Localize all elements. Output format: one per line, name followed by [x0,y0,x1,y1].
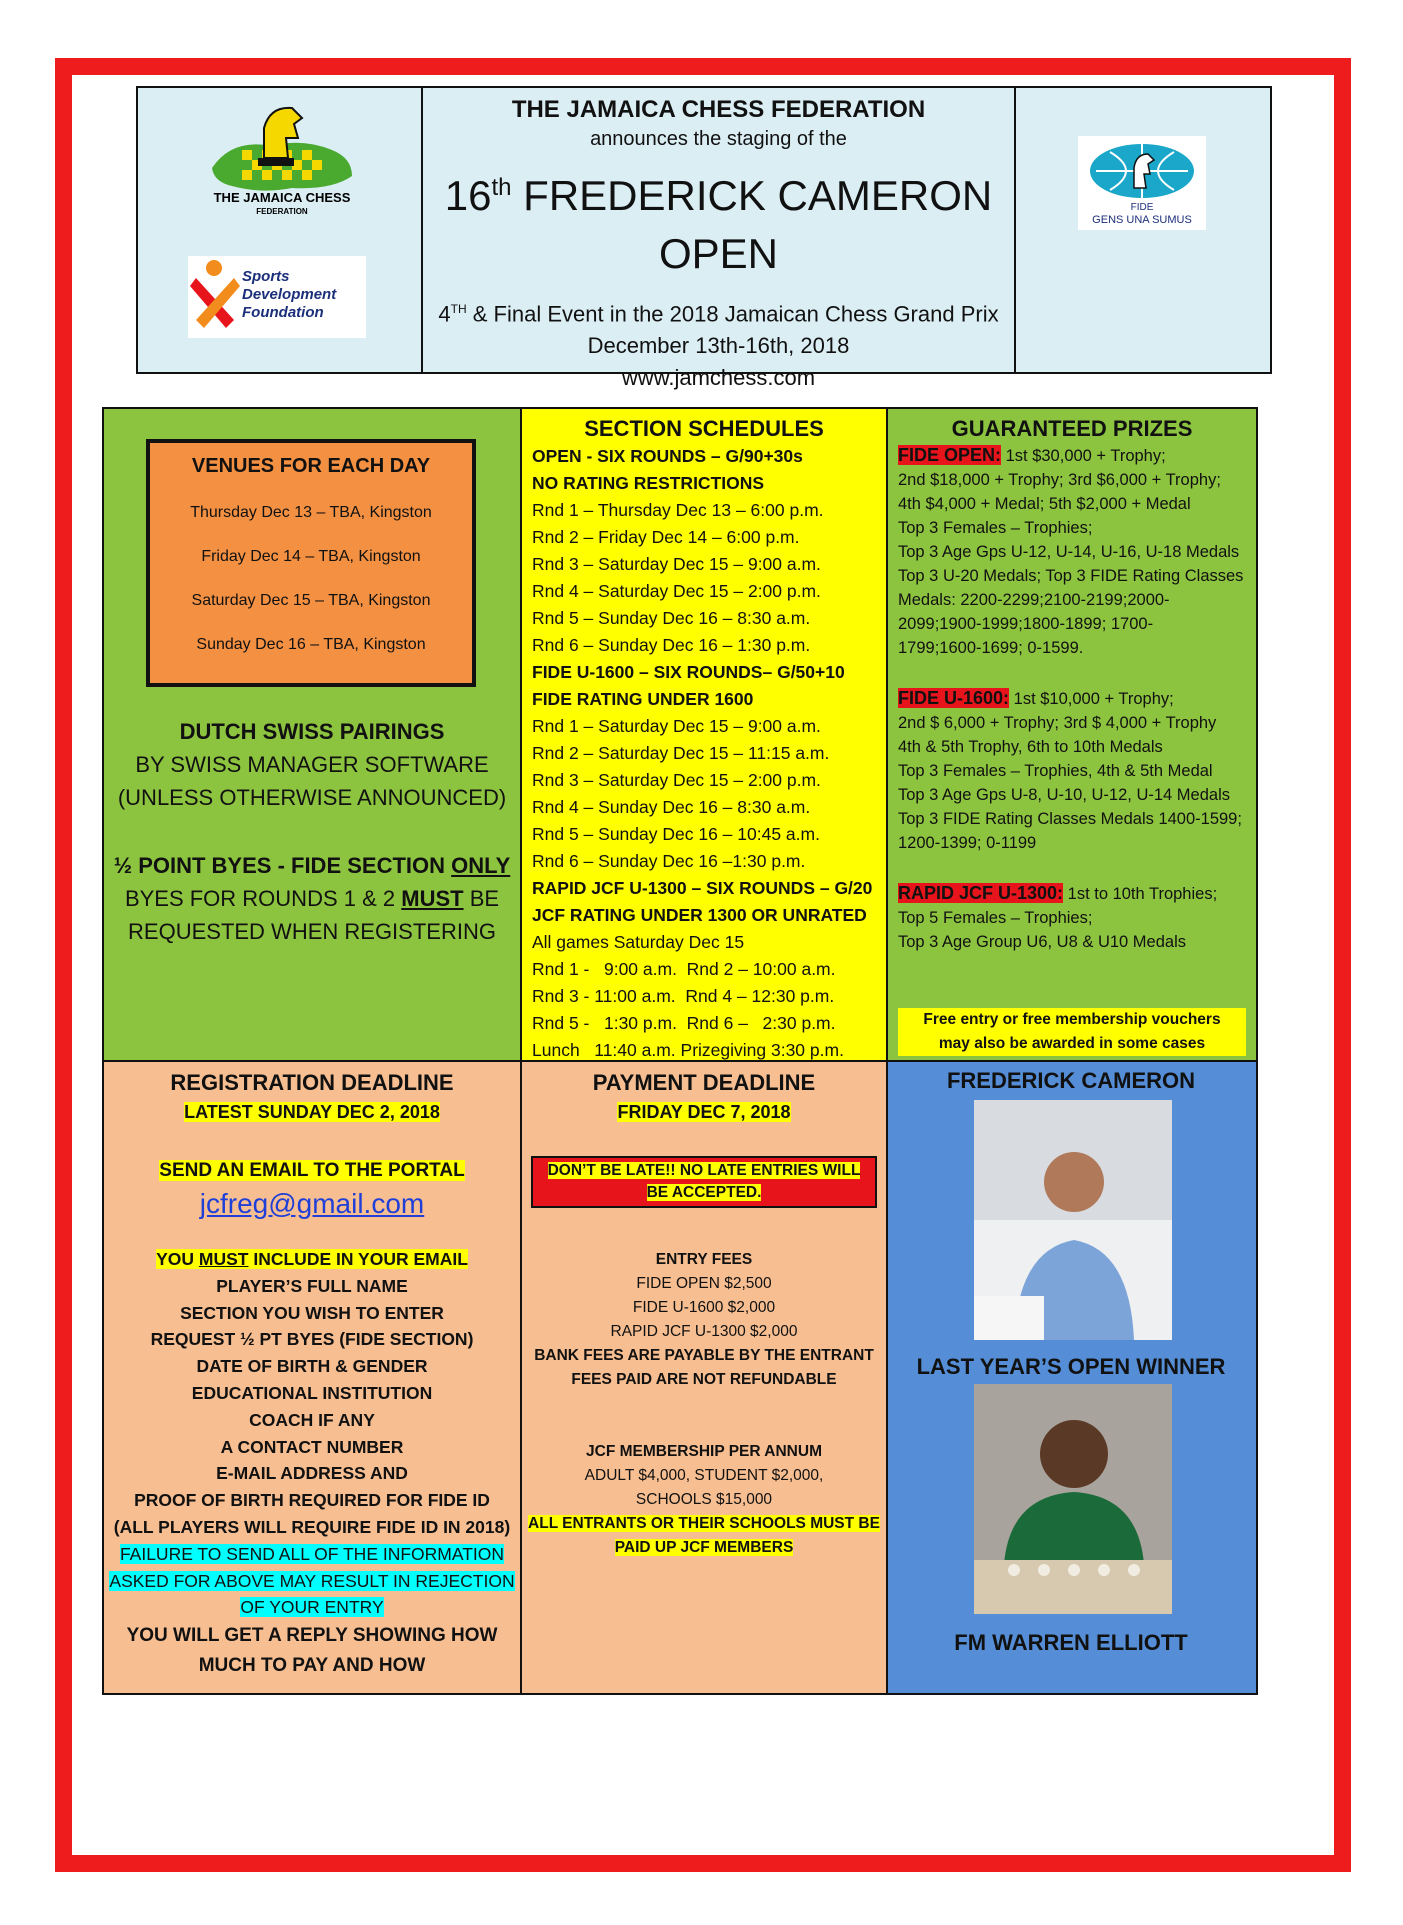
membership-title: JCF MEMBERSHIP PER ANNUM [586,1443,822,1460]
failure-warning: FAILURE TO SEND ALL OF THE INFORMATION ASKED FOR ABOVE MAY RESULT IN REJECTION OF YOUR ENTRY [109,1543,515,1618]
sdf-logo-line: Development [242,286,337,303]
prize-line: 2nd $18,000 + Trophy; 3rd $6,000 + Trophy; [898,471,1221,489]
required-items-list [104,1273,520,1541]
honoree-cell [888,1062,1256,1693]
byes-line: BYES FOR ROUNDS 1 & 2 MUST BE [124,886,500,911]
list-item: PROOF OF BIRTH REQUIRED FOR FIDE ID [134,1490,490,1511]
title-line-2: OPEN [658,230,779,277]
fide-globe-icon [1086,140,1198,202]
list-item: PLAYER’S FULL NAME [216,1275,408,1296]
fide-motto: GENS UNA SUMUS [1092,214,1192,226]
round-line: Rnd 3 – Saturday Dec 15 – 2:00 p.m. [532,770,821,790]
prize-line: 2nd $ 6,000 + Trophy; 3rd $ 4,000 + Trophy [898,714,1217,732]
list-item: DATE OF BIRTH & GENDER [196,1356,428,1377]
prize-line: Top 3 Females – Trophies, 4th & 5th Medal [898,762,1213,780]
round-line: Rnd 2 – Friday Dec 14 – 6:00 p.m. [532,527,800,547]
venues-cell [104,409,522,1062]
u1600-section-sub: FIDE RATING UNDER 1600 [532,689,754,709]
winner-photo [974,1384,1172,1614]
main-info-grid [102,407,1258,1695]
list-item: A CONTACT NUMBER [220,1436,404,1457]
schedule-title: SECTION SCHEDULES [584,416,824,441]
announce-line: announces the staging of the [590,128,847,150]
list-item: SECTION YOU WISH TO ENTER [180,1302,444,1323]
jcf-logo-text: THE JAMAICA CHESS [213,190,351,205]
pairing-info [104,715,520,814]
round-line: Rnd 3 – Saturday Dec 15 – 9:00 a.m. [532,554,821,574]
round-line: Rnd 4 – Sunday Dec 16 – 8:30 a.m. [532,797,811,817]
header-box [136,86,1272,391]
include-line: YOU MUST INCLUDE IN YOUR EMAIL [156,1249,468,1269]
prize-line: Top 3 U-20 Medals; Top 3 FIDE Rating Classes [898,567,1244,585]
prize-line: FIDE U-1600: 1st $10,000 + Trophy; [898,688,1174,708]
venue-day: Thursday Dec 13 – TBA, Kingston [190,504,432,521]
pairing-line: (UNLESS OTHERWISE ANNOUNCED) [117,785,507,810]
venues-title: VENUES FOR EACH DAY [191,455,431,477]
rapid-line: Rnd 3 - 11:00 a.m. Rnd 4 – 12:30 p.m. [532,986,835,1006]
round-line: Rnd 6 – Sunday Dec 16 – 1:30 p.m. [532,635,811,655]
byes-line: REQUESTED WHEN REGISTERING [128,919,496,944]
prize-line: Top 3 Age Group U6, U8 & U10 Medals [898,933,1186,951]
jcf-logo-subtext: FEDERATION [256,207,308,216]
round-line: Rnd 4 – Saturday Dec 15 – 2:00 p.m. [532,581,821,601]
prize-line: 4th & 5th Trophy, 6th to 10th Medals [898,738,1163,756]
winner-name: FM WARREN ELLIOTT [954,1630,1188,1655]
prize-line: Medals: 2200-2299;2100-2199;2000- [898,591,1170,609]
honoree-title: FREDERICK CAMERON [946,1068,1196,1093]
venues-box [146,439,476,687]
list-item: E-MAIL ADDRESS AND [216,1463,408,1484]
round-line: Rnd 1 – Saturday Dec 15 – 9:00 a.m. [532,716,821,736]
prize-line: 1200-1399; 0-1199 [898,834,1037,852]
event-title [423,159,1014,283]
byes-info [104,849,520,948]
honoree-photo [974,1100,1172,1340]
round-line: Rnd 6 – Sunday Dec 16 –1:30 p.m. [532,851,806,871]
list-item: EDUCATIONAL INSTITUTION [191,1382,433,1403]
fide-logo [1078,136,1206,230]
round-line: Rnd 5 – Sunday Dec 16 – 8:30 a.m. [532,608,811,628]
u1600-section-head: FIDE U-1600 – SIX ROUNDS– G/50+10 [532,662,845,682]
pairing-title: DUTCH SWISS PAIRINGS [179,719,445,744]
list-item: REQUEST ½ PT BYES (FIDE SECTION) [150,1329,474,1350]
sdf-logo [188,256,366,338]
rapid-section-head: RAPID JCF U-1300 – SIX ROUNDS – G/20 [532,878,873,898]
fide-open-label: FIDE OPEN: [898,445,1002,465]
send-email-line: SEND AN EMAIL TO THE PORTAL [159,1160,465,1181]
schedule-cell [522,409,888,1062]
round-line: Rnd 2 – Saturday Dec 15 – 11:15 a.m. [532,743,830,763]
fide-u1600-label: FIDE U-1600: [898,688,1010,708]
prize-line: 2099;1900-1999;1800-1899; 1700- [898,615,1154,633]
venue-day: Friday Dec 14 – TBA, Kingston [201,548,421,565]
jcf-logo [202,98,362,216]
prize-line: Top 5 Females – Trophies; [898,909,1093,927]
last-year-winner-label: LAST YEAR’S OPEN WINNER [916,1354,1226,1379]
fee-line: RAPID JCF U-1300 $2,000 [610,1323,798,1340]
refund-note: FEES PAID ARE NOT REFUNDABLE [571,1371,837,1388]
prizes-cell [888,409,1256,1062]
prize-line: Top 3 FIDE Rating Classes Medals 1400-1599; [898,810,1242,828]
grand-prix-line: 4TH & Final Event in the 2018 Jamaican Chess Grand Prix [438,301,999,327]
prize-line: RAPID JCF U-1300: 1st to 10th Trophies; [898,883,1218,903]
fee-line: FIDE OPEN $2,500 [636,1275,772,1292]
open-section-head: OPEN - SIX ROUNDS – G/90+30s [532,446,803,466]
registration-title: REGISTRATION DEADLINE [170,1070,454,1095]
round-line: Rnd 1 – Thursday Dec 13 – 6:00 p.m. [532,500,824,520]
bank-fees-note: BANK FEES ARE PAYABLE BY THE ENTRANT [534,1347,874,1364]
website-link[interactable]: www.jamchess.com [621,365,816,391]
organization-name: THE JAMAICA CHESS FEDERATION [511,96,926,123]
payment-date: FRIDAY DEC 7, 2018 [617,1102,791,1122]
voucher-note: Free entry or free membership vouchers may also be awarded in some cases [898,1008,1246,1056]
header-title-block [423,88,1016,391]
reply-note: YOU WILL GET A REPLY SHOWING HOW MUCH TO PAY AND HOW [126,1625,498,1677]
title-line-1: FREDERICK CAMERON [523,172,993,219]
pairing-line: BY SWISS MANAGER SOFTWARE [135,752,489,777]
sdf-logo-line: Foundation [242,304,324,321]
fide-logo-text: FIDE [1130,202,1154,213]
fees-title: ENTRY FEES [655,1251,753,1268]
prize-line: FIDE OPEN: 1st $30,000 + Trophy; [898,445,1166,465]
venue-day: Saturday Dec 15 – TBA, Kingston [191,592,431,609]
payment-cell [522,1062,888,1693]
list-item: (ALL PLAYERS WILL REQUIRE FIDE ID IN 2018) [113,1516,511,1537]
prize-line: 1799;1600-1699; 0-1599. [898,639,1084,657]
rapid-line: Rnd 5 - 1:30 p.m. Rnd 6 – 2:30 p.m. [532,1013,836,1033]
registration-email-link[interactable]: jcfreg@gmail.com [199,1188,425,1219]
header-logos-right [1016,88,1270,372]
honoree-photo-illustration [974,1100,1172,1340]
registration-cell [104,1062,522,1693]
entrants-note: ALL ENTRANTS OR THEIR SCHOOLS MUST BE PAID UP JCF MEMBERS [528,1515,880,1556]
prizes-title: GUARANTEED PRIZES [951,416,1193,441]
rapid-label: RAPID JCF U-1300: [898,883,1064,903]
list-item: COACH IF ANY [249,1409,375,1430]
event-dates: December 13th-16th, 2018 [587,333,850,359]
late-warning-box: DON’T BE LATE!! NO LATE ENTRIES WILL BE ACCEPTED. [531,1156,877,1208]
title-number: 16 [444,172,492,219]
registration-date: LATEST SUNDAY DEC 2, 2018 [184,1102,440,1122]
venue-day: Sunday Dec 16 – TBA, Kingston [196,636,426,653]
header-logos-left [138,88,423,372]
payment-title: PAYMENT DEADLINE [592,1070,816,1095]
fee-line: FIDE U-1600 $2,000 [632,1299,776,1316]
prize-line: Top 3 Females – Trophies; [898,519,1093,537]
rapid-line: All games Saturday Dec 15 [532,932,745,952]
sdf-logo-line: Sports [242,268,290,285]
byes-title: ½ POINT BYES - FIDE SECTION ONLY [113,853,511,878]
prize-line: Top 3 Age Gps U-8, U-10, U-12, U-14 Medals [898,786,1230,804]
rapid-line: Lunch 11:40 a.m. Prizegiving 3:30 p.m. [532,1040,844,1060]
title-superscript: th [491,174,512,201]
sdf-logo-icon [190,258,240,336]
membership-info: JCF MEMBERSHIP PER ANNUM ADULT $4,000, STUDENT $2,000, SCHOOLS $15,000 ALL ENTRANTS OR THEIR SCHOOLS MUST BE PAID UP JCF MEMBERS [522,1440,886,1560]
prize-line: 4th $4,000 + Medal; 5th $2,000 + Medal [898,495,1191,513]
round-line: Rnd 5 – Sunday Dec 16 – 10:45 a.m. [532,824,820,844]
rapid-line: Rnd 1 - 9:00 a.m. Rnd 2 – 10:00 a.m. [532,959,836,979]
winner-photo-illustration [974,1384,1172,1614]
rapid-section-sub: JCF RATING UNDER 1300 OR UNRATED [532,905,867,925]
prize-line: Top 3 Age Gps U-12, U-14, U-16, U-18 Medals [898,543,1240,561]
open-section-sub: NO RATING RESTRICTIONS [532,473,765,493]
entry-fees [522,1248,886,1392]
